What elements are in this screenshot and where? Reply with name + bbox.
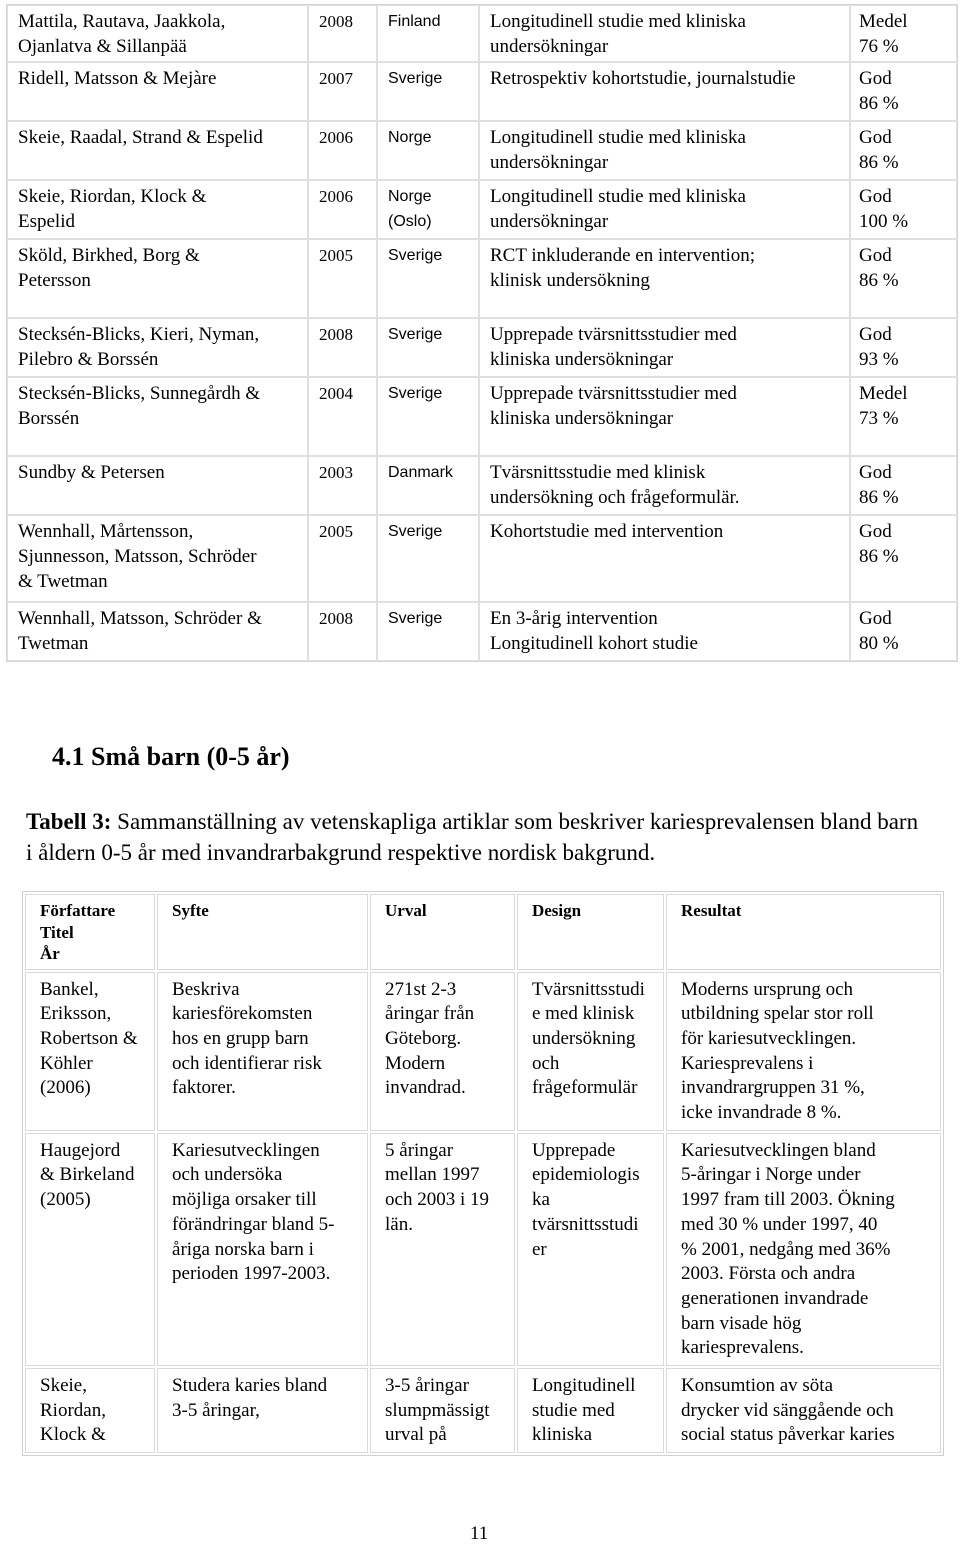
table-row <box>25 1133 941 1366</box>
table-row <box>7 5 957 62</box>
result-cell-line: God <box>859 68 892 89</box>
author-cell-line: & Birkeland <box>40 1164 135 1186</box>
header-author-title-year <box>25 894 155 970</box>
author-cell-line: Wennhall, Matsson, Schröder & <box>18 608 262 629</box>
year-cell: 2008 <box>308 602 377 661</box>
author-cell <box>7 602 308 661</box>
result-cell-line: God <box>859 245 892 266</box>
result-cell-line: God <box>859 462 892 483</box>
design-cell-line: RCT inkluderande en intervention; <box>490 245 756 266</box>
aim-cell-line: och undersöka <box>172 1164 283 1186</box>
author-cell-line: Petersson <box>18 270 91 291</box>
page-number: 11 <box>470 1523 489 1544</box>
sample-cell-line: urval på <box>385 1424 447 1446</box>
result-cell-line: Kariesprevalens i <box>681 1052 814 1074</box>
design-cell <box>517 1133 664 1366</box>
design-cell-line: Tvärsnittsstudi <box>531 978 645 1000</box>
design-cell-line: e med klinisk <box>531 1003 635 1025</box>
country-cell <box>377 318 479 377</box>
table-row <box>7 180 957 239</box>
author-cell-line: Eriksson, <box>40 1003 112 1025</box>
design-cell-line: kliniska undersökningar <box>490 349 674 370</box>
result-cell <box>850 5 957 62</box>
result-cell <box>666 1133 941 1366</box>
author-cell-line: Robertson & <box>40 1027 138 1049</box>
sample-cell-line: slumpmässigt <box>385 1399 490 1421</box>
year-cell: 2008 <box>308 318 377 377</box>
table-caption <box>26 806 926 868</box>
country-cell <box>377 515 479 602</box>
sample-cell-line: åringar från <box>385 1003 475 1025</box>
design-cell-line: klinisk undersökning <box>490 270 650 291</box>
design-cell <box>517 972 664 1131</box>
header-year: År <box>40 944 60 963</box>
result-cell-line: 76 % <box>859 36 899 57</box>
result-cell-line: 100 % <box>859 211 909 232</box>
aim-cell-line: 3-5 åringar, <box>172 1399 260 1421</box>
design-cell-line: undersökning <box>531 1027 636 1049</box>
result-cell <box>850 62 957 121</box>
result-cell-line: 5-åringar i Norge under <box>681 1164 861 1186</box>
header-result: Resultat <box>666 894 941 970</box>
result-cell-line: drycker vid sänggående och <box>681 1399 894 1421</box>
author-cell <box>25 972 155 1131</box>
design-cell-line: Upprepade tvärsnittsstudier med <box>490 324 737 345</box>
design-cell-line: En 3-årig intervention <box>490 608 658 629</box>
year-cell: 2005 <box>308 515 377 602</box>
aim-cell <box>157 972 368 1131</box>
design-cell-line: Longitudinell studie med kliniska <box>490 127 746 148</box>
sample-cell-line: 5 åringar <box>385 1139 454 1161</box>
result-cell-line: 86 % <box>859 546 899 567</box>
author-cell-line: Twetman <box>18 633 89 654</box>
result-cell-line: Konsumtion av söta <box>681 1375 834 1397</box>
result-cell-line: invandrargruppen 31 %, <box>681 1077 865 1099</box>
author-cell-line: Riordan, <box>40 1399 106 1421</box>
author-cell-line: Klock & <box>40 1424 106 1446</box>
country-cell-line: Danmark <box>388 464 453 481</box>
result-cell-line: God <box>859 521 892 542</box>
aim-cell-line: kariesförekomsten <box>172 1003 313 1025</box>
result-cell <box>666 972 941 1131</box>
header-author: Författare <box>40 901 116 920</box>
country-cell <box>377 602 479 661</box>
design-cell-line: Retrospektiv kohortstudie, journalstudie <box>490 68 796 89</box>
aim-cell-line: möjliga orsaker till <box>172 1189 317 1211</box>
year-cell: 2006 <box>308 121 377 180</box>
design-cell-line: tvärsnittsstudi <box>531 1213 639 1235</box>
country-cell-line: Sverige <box>388 70 443 87</box>
result-cell-line: utbildning spelar stor roll <box>681 1003 874 1025</box>
sample-cell <box>370 972 515 1131</box>
result-cell <box>666 1368 941 1453</box>
country-cell-line: Finland <box>388 13 441 30</box>
table-row <box>7 515 957 602</box>
author-cell <box>7 62 308 121</box>
author-cell-line: Ridell, Matsson & Mejàre <box>18 68 217 89</box>
author-cell <box>25 1133 155 1366</box>
design-cell-line: undersökningar <box>490 152 609 173</box>
author-cell-line: Bankel, <box>40 978 99 1000</box>
result-cell <box>850 318 957 377</box>
aim-cell-line: åriga norska barn i <box>172 1238 314 1260</box>
result-cell-line: 1997 fram till 2003. Ökning <box>681 1189 895 1211</box>
design-cell-line: Kohortstudie med intervention <box>490 521 724 542</box>
result-cell-line: med 30 % under 1997, 40 <box>681 1213 878 1235</box>
result-cell <box>850 456 957 515</box>
table-row <box>25 972 941 1131</box>
sample-cell-line: 3-5 åringar <box>385 1375 469 1397</box>
sample-cell-line: Göteborg. <box>385 1027 462 1049</box>
author-cell <box>7 515 308 602</box>
author-cell-line: Stecksén-Blicks, Sunnegårdh & <box>18 383 261 404</box>
country-cell-line: Sverige <box>388 326 443 343</box>
header-title: Titel <box>40 922 74 942</box>
table-row <box>7 121 957 180</box>
design-cell <box>479 318 850 377</box>
author-cell-line: Skeie, <box>40 1375 87 1397</box>
table-row <box>7 62 957 121</box>
header-sample: Urval <box>370 894 515 970</box>
country-cell <box>377 377 479 456</box>
author-cell-line: Borssén <box>18 408 80 429</box>
result-cell-line: Medel <box>859 11 908 32</box>
aim-cell-line: hos en grupp barn <box>172 1027 309 1049</box>
country-cell-line: (Oslo) <box>388 213 432 230</box>
aim-cell-line: förändringar bland 5- <box>172 1213 335 1235</box>
author-cell <box>7 456 308 515</box>
design-cell-line: ka <box>531 1189 550 1211</box>
sample-cell <box>370 1133 515 1366</box>
design-cell-line: frågeformulär <box>531 1077 638 1099</box>
author-cell-line: Skeie, Riordan, Klock & <box>18 186 207 207</box>
result-cell-line: 93 % <box>859 349 899 370</box>
result-cell-line: för kariesutvecklingen. <box>681 1027 857 1049</box>
design-cell-line: Longitudinell studie med kliniska <box>490 186 746 207</box>
sample-cell-line: Modern <box>385 1052 446 1074</box>
design-cell-line: studie med <box>531 1399 615 1421</box>
author-cell-line: & Twetman <box>18 571 108 592</box>
result-cell-line: God <box>859 186 892 207</box>
sample-cell-line: och 2003 i 19 <box>385 1189 489 1211</box>
author-cell-line: Wennhall, Mårtensson, <box>18 521 194 542</box>
design-cell <box>479 377 850 456</box>
country-cell <box>377 239 479 318</box>
design-cell <box>479 456 850 515</box>
result-cell-line: barn visade hög <box>681 1312 802 1334</box>
design-cell <box>479 121 850 180</box>
design-cell-line: Longitudinell kohort studie <box>490 633 698 654</box>
sample-cell-line: invandrad. <box>385 1077 466 1099</box>
author-cell-line: Skeie, Raadal, Strand & Espelid <box>18 127 263 148</box>
result-cell-line: % 2001, nedgång med 36% <box>681 1238 891 1260</box>
sample-cell-line: län. <box>385 1213 413 1235</box>
table-3-header-row <box>25 894 941 970</box>
author-cell-line: Espelid <box>18 211 75 232</box>
design-cell <box>479 180 850 239</box>
table-row <box>25 1368 941 1453</box>
year-cell: 2003 <box>308 456 377 515</box>
table-row <box>7 377 957 456</box>
author-cell <box>7 377 308 456</box>
result-cell <box>850 515 957 602</box>
author-cell <box>7 318 308 377</box>
result-cell-line: God <box>859 324 892 345</box>
design-cell-line: Tvärsnittsstudie med klinisk <box>490 462 706 483</box>
result-cell-line: kariesprevalens. <box>681 1337 804 1359</box>
country-cell-line: Sverige <box>388 610 443 627</box>
design-cell <box>517 1368 664 1453</box>
country-cell <box>377 456 479 515</box>
table-3 <box>22 891 944 1456</box>
result-cell-line: 73 % <box>859 408 899 429</box>
author-cell <box>25 1368 155 1453</box>
country-cell-line: Sverige <box>388 247 443 264</box>
result-cell-line: Moderns ursprung och <box>681 978 854 1000</box>
country-cell <box>377 180 479 239</box>
author-cell <box>7 239 308 318</box>
year-cell: 2007 <box>308 62 377 121</box>
author-cell-line: (2005) <box>40 1189 91 1211</box>
design-cell-line: undersökning och frågeformulär. <box>490 487 740 508</box>
studies-table-continued <box>6 4 958 662</box>
aim-cell-line: Beskriva <box>172 978 240 1000</box>
result-cell-line: icke invandrade 8 %. <box>681 1102 842 1124</box>
aim-cell <box>157 1368 368 1453</box>
author-cell-line: Köhler <box>40 1052 93 1074</box>
design-cell-line: er <box>531 1238 547 1260</box>
result-cell <box>850 602 957 661</box>
result-cell-line: generationen invandrade <box>681 1287 869 1309</box>
section-heading: 4.1 Små barn (0-5 år) <box>52 742 290 771</box>
author-cell-line: Pilebro & Borssén <box>18 349 159 370</box>
result-cell-line: God <box>859 608 892 629</box>
design-cell <box>479 515 850 602</box>
author-cell <box>7 121 308 180</box>
author-cell-line: Stecksén-Blicks, Kieri, Nyman, <box>18 324 260 345</box>
author-cell <box>7 180 308 239</box>
result-cell-line: 80 % <box>859 633 899 654</box>
caption-text: Sammanställning av vetenskapliga artiklar som beskriver kariesprevalensen bland barn i åldern 0-5 år med invandrarbakgrund respektive nordisk bakgrund. <box>26 809 919 865</box>
result-cell <box>850 180 957 239</box>
design-cell-line: Longitudinell <box>531 1375 636 1397</box>
design-cell-line: Upprepade tvärsnittsstudier med <box>490 383 737 404</box>
result-cell-line: 86 % <box>859 93 899 114</box>
aim-cell-line: perioden 1997-2003. <box>172 1263 331 1285</box>
design-cell-line: Longitudinell studie med kliniska <box>490 11 746 32</box>
result-cell-line: 86 % <box>859 270 899 291</box>
design-cell-line: kliniska <box>531 1424 593 1446</box>
country-cell <box>377 121 479 180</box>
author-cell-line: Sköld, Birkhed, Borg & <box>18 245 200 266</box>
design-cell <box>479 602 850 661</box>
year-cell: 2004 <box>308 377 377 456</box>
table-row <box>7 602 957 661</box>
author-cell-line: Ojanlatva & Sillanpää <box>18 36 187 57</box>
result-cell-line: Kariesutvecklingen bland <box>681 1139 876 1161</box>
design-cell <box>479 5 850 62</box>
table-row <box>7 456 957 515</box>
result-cell <box>850 377 957 456</box>
design-cell <box>479 239 850 318</box>
design-cell <box>479 62 850 121</box>
year-cell: 2006 <box>308 180 377 239</box>
result-cell-line: 86 % <box>859 152 899 173</box>
header-aim: Syfte <box>157 894 368 970</box>
author-cell <box>7 5 308 62</box>
author-cell-line: Mattila, Rautava, Jaakkola, <box>18 11 226 32</box>
table-row <box>7 239 957 318</box>
sample-cell-line: mellan 1997 <box>385 1164 480 1186</box>
country-cell <box>377 62 479 121</box>
author-cell-line: Sjunnesson, Matsson, Schröder <box>18 546 257 567</box>
country-cell-line: Sverige <box>388 385 443 402</box>
author-cell-line: (2006) <box>40 1077 91 1099</box>
country-cell-line: Norge <box>388 188 432 205</box>
sample-cell-line: 271st 2-3 <box>385 978 457 1000</box>
result-cell-line: Medel <box>859 383 908 404</box>
header-design: Design <box>517 894 664 970</box>
author-cell-line: Haugejord <box>40 1139 121 1161</box>
aim-cell-line: och identifierar risk <box>172 1052 322 1074</box>
country-cell-line: Sverige <box>388 523 443 540</box>
author-cell-line: Sundby & Petersen <box>18 462 165 483</box>
design-cell-line: epidemiologis <box>531 1164 640 1186</box>
year-cell: 2008 <box>308 5 377 62</box>
result-cell <box>850 121 957 180</box>
aim-cell-line: Studera karies bland <box>172 1375 328 1397</box>
country-cell-line: Norge <box>388 129 432 146</box>
result-cell-line: God <box>859 127 892 148</box>
design-cell-line: undersökningar <box>490 211 609 232</box>
design-cell-line: undersökningar <box>490 36 609 57</box>
result-cell-line: 2003. Första och andra <box>681 1263 856 1285</box>
result-cell-line: 86 % <box>859 487 899 508</box>
aim-cell-line: faktorer. <box>172 1077 236 1099</box>
result-cell-line: social status påverkar karies <box>681 1424 895 1446</box>
sample-cell <box>370 1368 515 1453</box>
aim-cell <box>157 1133 368 1366</box>
table-row <box>7 318 957 377</box>
design-cell-line: Upprepade <box>531 1139 616 1161</box>
year-cell: 2005 <box>308 239 377 318</box>
country-cell <box>377 5 479 62</box>
design-cell-line: och <box>531 1052 560 1074</box>
caption-label: Tabell 3: <box>26 809 112 834</box>
aim-cell-line: Kariesutvecklingen <box>172 1139 320 1161</box>
result-cell <box>850 239 957 318</box>
design-cell-line: kliniska undersökningar <box>490 408 674 429</box>
